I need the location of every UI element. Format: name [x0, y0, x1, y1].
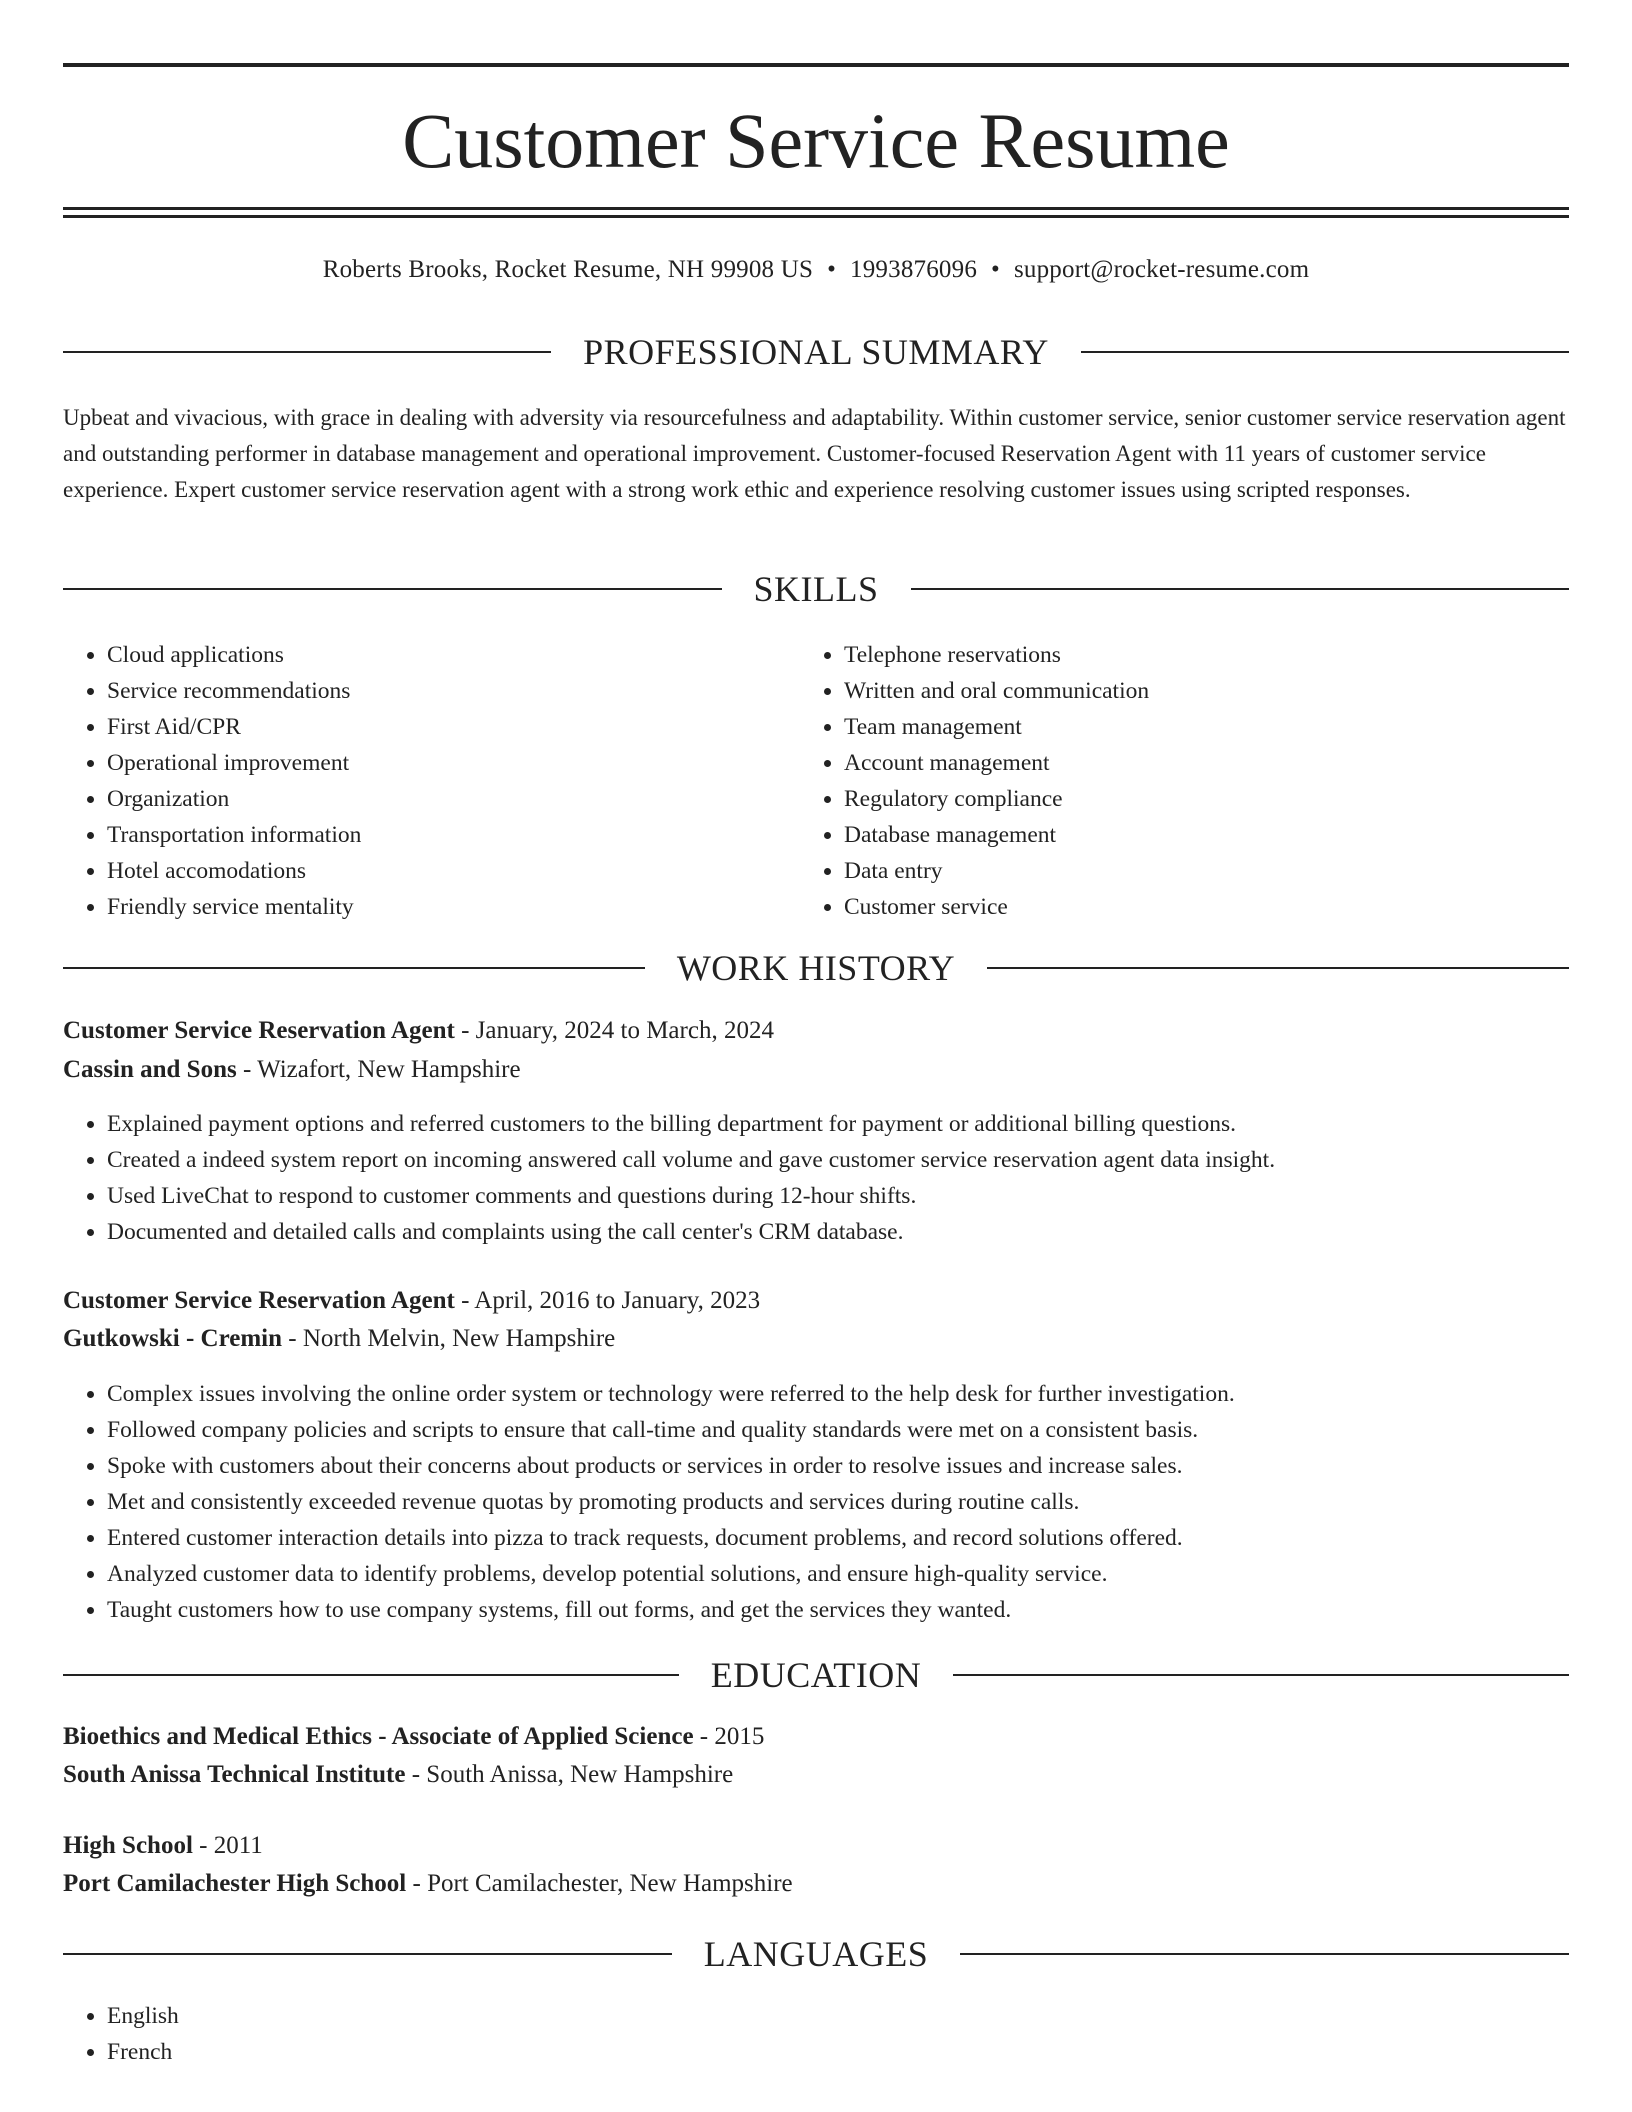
heading-rule-right: [1081, 351, 1569, 353]
title-double-rule-upper: [63, 207, 1569, 210]
contact-separator: •: [991, 256, 1000, 283]
job-location: - North Melvin, New Hampshire: [282, 1325, 616, 1352]
education-year: - 2011: [192, 1832, 263, 1859]
contact-phone: 1993876096: [850, 256, 978, 283]
heading-rule-right: [911, 588, 1570, 590]
skill-item: • Transportation information: [107, 817, 763, 853]
section-heading-work-history: [63, 946, 1569, 990]
skill-item: • Organization: [107, 781, 763, 817]
section-title: SKILLS: [753, 569, 879, 609]
heading-rule-left: [63, 351, 551, 353]
section-heading-languages: [63, 1932, 1569, 1976]
heading-rule-left: [63, 1953, 672, 1955]
language-item: • English: [107, 1998, 1569, 2034]
contact-address: Roberts Brooks, Rocket Resume, NH 99908 US: [322, 256, 814, 283]
job-bullet: • Entered customer interaction details into pizza to track requests, document problems, and record solutions offered.: [107, 1520, 1569, 1556]
job-bullet: • Explained payment options and referred customers to the billing department for payment or additional billing questions.: [107, 1106, 1569, 1142]
job-title-line: [63, 1014, 1569, 1048]
job-dates: - April, 2016 to January, 2023: [454, 1287, 761, 1314]
education-school: Port Camilachester High School: [63, 1870, 407, 1897]
education-degree-line: [63, 1720, 1569, 1754]
section-title: EDUCATION: [710, 1655, 922, 1695]
skill-item: • Friendly service mentality: [107, 889, 763, 925]
skill-item: • Account management: [844, 745, 1500, 781]
contact-separator: •: [827, 256, 837, 283]
top-rule: [63, 63, 1569, 67]
job-location: - Wizafort, New Hampshire: [236, 1056, 521, 1083]
language-item: • French: [107, 2034, 1569, 2070]
languages-list: [63, 1998, 1569, 2070]
job-title: Customer Service Reservation Agent: [63, 1287, 455, 1314]
title-double-rule-lower: [63, 215, 1569, 218]
job-bullet: • Spoke with customers about their concerns about products or services in order to resolve issues and increase sales.: [107, 1448, 1569, 1484]
education-school-line: [63, 1758, 1569, 1792]
skills-column-right: [800, 637, 1500, 925]
section-title: PROFESSIONAL SUMMARY: [583, 332, 1049, 372]
education-location: - Port Camilachester, New Hampshire: [406, 1870, 793, 1897]
section-heading-summary: [63, 330, 1569, 374]
job-title: Customer Service Reservation Agent: [63, 1017, 455, 1044]
section-title: LANGUAGES: [703, 1934, 929, 1974]
resume-title: Customer Service Resume: [402, 97, 1230, 184]
skill-item: • Telephone reservations: [844, 637, 1500, 673]
job-bullet: • Created a indeed system report on incoming answered call volume and gave customer service reservation agent data insight.: [107, 1142, 1569, 1178]
job-bullet: • Followed company policies and scripts to ensure that call-time and quality standards were met on a consistent basis.: [107, 1412, 1569, 1448]
job-bullets: [63, 1376, 1569, 1628]
section-heading-skills: [63, 567, 1569, 611]
heading-rule-right: [953, 1674, 1569, 1676]
contact-email: support@rocket-resume.com: [1013, 256, 1310, 283]
skill-item: • Hotel accomodations: [107, 853, 763, 889]
job-dates: - January, 2024 to March, 2024: [454, 1017, 774, 1044]
job-bullet: • Taught customers how to use company systems, fill out forms, and get the services they wanted.: [107, 1592, 1569, 1628]
job-bullet: • Analyzed customer data to identify problems, develop potential solutions, and ensure high-quality service.: [107, 1556, 1569, 1592]
section-title: WORK HISTORY: [676, 948, 956, 988]
education-degree-line: [63, 1829, 1569, 1863]
education-degree: High School: [63, 1832, 193, 1859]
contact-line: [63, 254, 1569, 286]
heading-rule-left: [63, 1674, 679, 1676]
skill-item: • Written and oral communication: [844, 673, 1500, 709]
summary-text: Upbeat and vivacious, with grace in dealing with adversity via resourcefulness and adaptability. Within customer service, senior customer service reservation agent and outstanding performer in database management and operational improvement. Customer-focused Reservation Agent with 11 years of customer service experience. Expert customer service reservation agent with a strong work ethic and experience resolving customer issues using scripted responses.: [63, 405, 1566, 502]
skills-column-left: [63, 637, 763, 925]
job-company: Cassin and Sons: [63, 1056, 237, 1083]
education-degree: Bioethics and Medical Ethics - Associate of Applied Science: [63, 1723, 694, 1750]
section-heading-education: [63, 1653, 1569, 1697]
education-year: - 2015: [693, 1723, 765, 1750]
job-bullet: • Used LiveChat to respond to customer comments and questions during 12-hour shifts.: [107, 1178, 1569, 1214]
job-company-line: [63, 1322, 1569, 1356]
skill-item: • Team management: [844, 709, 1500, 745]
education-school-line: [63, 1867, 1569, 1901]
education-location: - South Anissa, New Hampshire: [405, 1761, 734, 1788]
heading-rule-left: [63, 967, 645, 969]
job-title-line: [63, 1284, 1569, 1318]
skill-item: • Database management: [844, 817, 1500, 853]
job-bullet: • Complex issues involving the online order system or technology were referred to the help desk for further investigation.: [107, 1376, 1569, 1412]
skill-item: • Regulatory compliance: [844, 781, 1500, 817]
job-bullet: • Met and consistently exceeded revenue quotas by promoting products and services during routine calls.: [107, 1484, 1569, 1520]
heading-rule-right: [960, 1953, 1569, 1955]
skill-item: • Customer service: [844, 889, 1500, 925]
skill-item: • Service recommendations: [107, 673, 763, 709]
job-company: Gutkowski - Cremin: [63, 1325, 283, 1352]
job-company-line: [63, 1053, 1569, 1087]
heading-rule-right: [987, 967, 1569, 969]
education-school: South Anissa Technical Institute: [63, 1761, 406, 1788]
skill-item: • Cloud applications: [107, 637, 763, 673]
skill-item: • Operational improvement: [107, 745, 763, 781]
job-bullet: • Documented and detailed calls and complaints using the call center's CRM database.: [107, 1214, 1569, 1250]
job-bullets: [63, 1106, 1569, 1250]
heading-rule-left: [63, 588, 722, 590]
skill-item: • First Aid/CPR: [107, 709, 763, 745]
skill-item: • Data entry: [844, 853, 1500, 889]
